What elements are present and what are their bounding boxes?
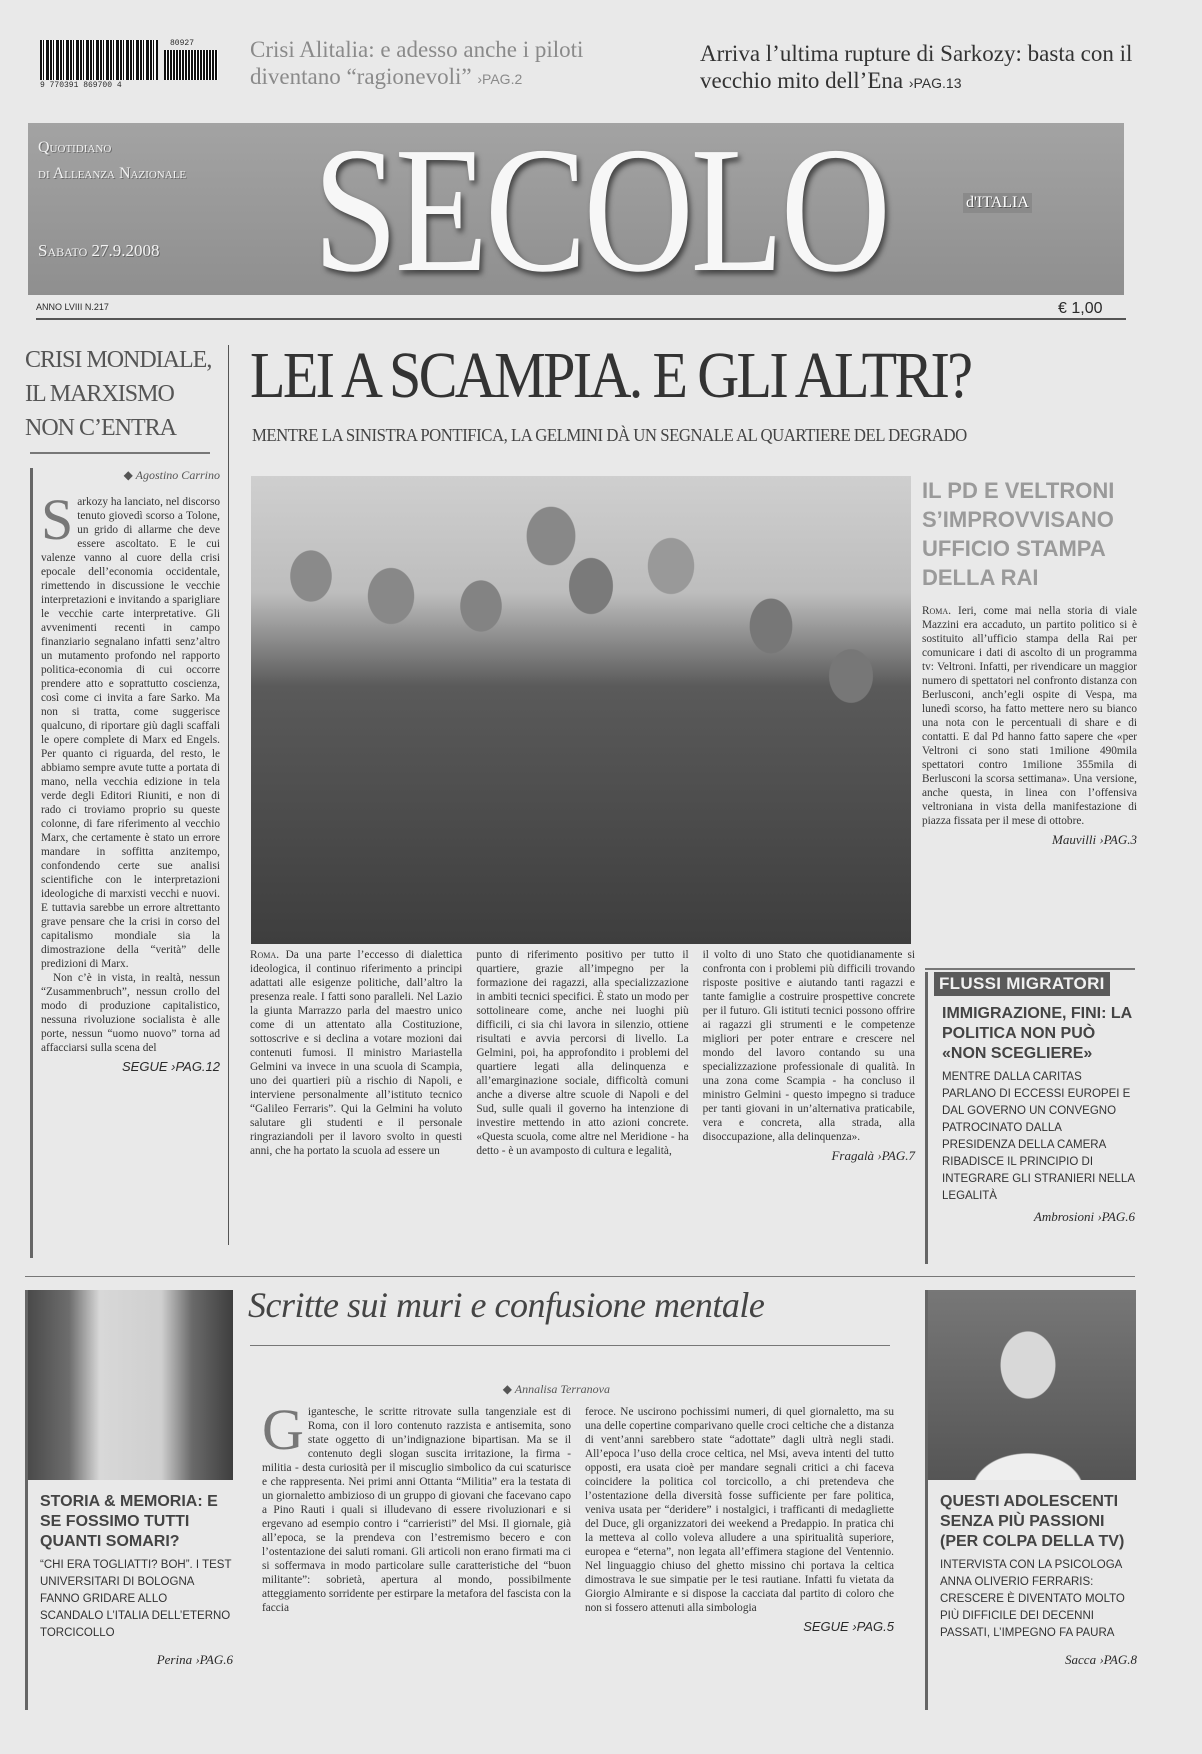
divider xyxy=(925,968,1135,970)
masthead-line1: Quotidiano xyxy=(38,139,112,156)
continue-ref[interactable]: Ambrosioni ›PAG.6 xyxy=(1033,1209,1135,1224)
dateline: Roma. xyxy=(250,949,280,961)
divider xyxy=(25,1276,1135,1277)
continue-ref[interactable]: SEGUE ›PAG.5 xyxy=(803,1619,894,1634)
paragraph: feroce. Ne uscirono pochissimi numeri, di quel giornaletto, ma su una delle copertine comparivano quelle croci celtiche che a distanza di vent’anni sarebbero state “adottate” dagli ultrà negli stadi. All’epoca l’uso della croce celtica, nel Msi, aveva intenti del tutto opposti, era usata cioè per mandare segnali critici a chi faceva coincidere la politica col torcicollo, a chi pretendeva che l’ostentazione della diversità fosse sufficiente per fare politica, veniva usata per “deridere” i nostalgici, i trafficanti di medagliette del Duce, gli organizzatori dei weekend a Predappio. In pratica chi la metteva al collo voleva alludere a una spiritualità superiore, europea e “eterna”, non legata all’effimera stagione del Ventennio. Nel linguaggio chiuso del ghetto missino chi portava la celtica dimostrava le sue simpatie per le tesi rautiane. Infatti fu vietata da Giorgio Almirante e si dispose la cacciata dal partito di coloro che non si fossero attenuti alla simbologia xyxy=(585,1406,894,1614)
page-ref: ›PAG.2 xyxy=(477,71,523,87)
issue-number: ANNO LVIII N.217 xyxy=(36,302,109,312)
column-1 xyxy=(250,948,462,1164)
flussi-headline[interactable]: IMMIGRAZIONE, FINI: LA POLITICA NON PUÒ «NON SCEGLIERE» xyxy=(942,1005,1132,1062)
issue-date: Sabato 27.9.2008 xyxy=(38,241,160,260)
paragraph: Non c’è in vista, in realtà, nessun “Zusammenbruch”, nessun crollo del modo di produzione capitalistico, nessuna rivoluzione socialista è alle porte, nessun “uomo nuovo” torna ad affacciarsi sulla scena del xyxy=(41,972,220,1054)
storia-summary: “CHI ERA TOGLIATTI? BOH”. I TEST UNIVERSITARI DI BOLOGNA FANNO GRIDARE ALLO SCANDALO L’ITALIA DELL’ETERNO TORCICOLLO xyxy=(40,1559,232,1639)
continue-ref[interactable]: Fragalà ›PAG.7 xyxy=(831,1148,915,1163)
bottom-article-body xyxy=(262,1397,894,1634)
author-name: Annalisa Terranova xyxy=(514,1382,610,1396)
teaser-sarkozy[interactable] xyxy=(700,40,1140,97)
drop-cap: S xyxy=(41,487,74,552)
masthead-subtitle xyxy=(38,135,186,187)
paragraph: igantesche, le scritte ritrovate sulla tangenziale est di Roma, con il loro contenuto razzista e antisemita, sono state oggetto di un’indignazione bipartisan. Ma se il contenuto degli slogan suscita irritazione, la firma - militia - desta curiosità per il miscuglio simbolico da cui scaturisce e che rappresenta. Nei primi anni Ottanta “Militia” era la testata di un giornaletto ambizioso di un gruppo di giovani che facevano capo a Pino Rauti i quali si illudevano di essere rivoluzionari e si ergevano ad esempio contro i “carrieristi” del Msi. Il giornale, già all’epoca, se la prendeva con l’estremismo becero e con l’ostentazione dei saluti romani. Gli articoli non erano firmati ma ci si soffermava in modo particolare sulle caratteristiche del “buon militante”: sobrietà, apertura al mondo, possibilmente atteggiamento sorridente per estirpare la metafora del fascista con la faccia xyxy=(262,1406,571,1614)
price: € 1,00 xyxy=(1058,300,1103,317)
paragraph: il volto di uno Stato che quotidianamente si confronta con i problemi più difficili trovando risposte positive e aiutando tanti ragazzi e tante famiglie a costruire prospettive concrete per il futuro. Gli istituti tecnici possono offrire ai ragazzi gli strumenti e le competenze migliori per poter entrare e crescere nel mondo del lavoro contando su una specializzazione professionale di qualità. In una zona come Scampia - ha concluso il ministro Gelmini - questo impegno si traduce per tanti giovani in un’alternativa praticabile, vera e concreta, alla strada, alla disoccupazione, alla delinquenza». xyxy=(702,949,915,1143)
dateline: Roma. xyxy=(922,605,952,617)
main-article-body xyxy=(250,948,915,1164)
author: ◆ Annalisa Terranova xyxy=(502,1382,610,1396)
psychologist-photo xyxy=(928,1290,1136,1480)
paragraph: Ieri, come mai nella storia di viale Mazzini era accaduto, un partito politico si è sostituito all’ufficio stampa della Rai per comunicare i dati di ascolto di un programma tv: Veltroni. Infatti, per rivendicare un maggior numero di spettatori nel confronto distanza con Berlusconi, anch’egli ospite di Vespa, ma lunedì scorso, ha fatto mettere nero su bianco una nota con le percentuali di share e di contatti. E dal Pd hanno fatto sapere che «per Veltroni ci sono stati 1milione 490mila spettatori contro 1milione 355mila di Berlusconi la scorsa settimana». Una versione, anche questa, in linea con l’offensiva veltroniana in vista della manifestazione di piazza fissata per il mese di ottobre. xyxy=(922,605,1137,827)
paragraph: Da una parte l’eccesso di dialettica ideologica, il continuo riferimento a principi adattati alle esigenze politiche, dall’altro la presenza reale. I fatti sono paralleli. Nel Lazio la giunta Marrazzo parla del maestro unico come di un attentato alla Costituzione, sottoscrive e si declina a votare mozioni dai contenuti fumosi. Il ministro Mariastella Gelmini va invece in una scuola di Scampia, uno dei quartieri più a rischio di Napoli, e interviene personalmente all’istituto tecnico “Galileo Ferraris”. Qui la Gelmini ha voluto salutare gli studenti e il personale ringraziandoli per il lavoro svolto in questi anni, che ha portato la scuola ad essere un xyxy=(250,949,463,1157)
right-article-headline[interactable]: IL PD E VELTRONI S’IMPROVVISANO UFFICIO STAMPA DELLA RAI xyxy=(922,478,1115,590)
section-tag: FLUSSI MIGRATORI xyxy=(934,972,1110,996)
adolescenti-box xyxy=(925,1290,1137,1710)
right-article xyxy=(922,476,1137,848)
barcode-addon-bars xyxy=(164,50,218,80)
masthead xyxy=(28,123,1124,295)
page-ref: ›PAG.13 xyxy=(908,75,962,91)
column-divider xyxy=(228,345,229,1245)
flussi-box xyxy=(925,972,1135,1264)
divider xyxy=(30,452,210,454)
left-article xyxy=(30,468,220,1258)
column-1 xyxy=(262,1397,571,1634)
barcode-addon: 80927 xyxy=(170,39,195,48)
adolescenti-headline[interactable]: QUESTI ADOLESCENTI SENZA PIÙ PASSIONI (PER COLPA DELLA TV) xyxy=(940,1493,1125,1550)
barcode-number: 9 770391 869700 4 xyxy=(40,81,122,90)
storia-headline[interactable]: STORIA & MEMORIA: E SE FOSSIMO TUTTI QUANTI SOMARI? xyxy=(40,1493,218,1550)
masthead-line2: di Alleanza Nazionale xyxy=(38,165,187,182)
flussi-summary: MENTRE DALLA CARITAS PARLANO DI ECCESSI EUROPEI E DAL GOVERNO UN CONVEGNO PATROCINATO DALLA PRESIDENZA DELLA CAMERA RIBADISCE IL PRINCIPIO DI INTEGRARE GLI STRANIERI NELLA LEGALITÀ xyxy=(942,1071,1135,1202)
main-photo xyxy=(251,476,911,944)
paragraph: arkozy ha lanciato, nel discorso tenuto giovedì scorso a Tolone, un grido di allarme che deve essere ascoltato. E le cui valenze vanno al cuore della crisi epocale dell’economia occidentale, rimettendo in discussione le vecchie interpretazioni e invitando a sparigliare le vecchie carte interpretative. Gli avvenimenti recenti in campo finanziario segnalano infatti senz’altro un mutamento profondo nel rapporto politica-economia di cui occorre prendere atto e soprattutto coscienza, così come ci invita a fare Sarko. Ma non si tratta, come suggerisce qualcuno, di riportare giù dagli scaffali le opere complete di Marx ed Engels. Per quanto ci riguarda, del resto, le abbiamo sempre avute tutte a portata di mano, nella vecchia edizione in tela verde degli Editori Riuniti, e non di rado ci troviamo proprio su queste colonne, di fare riferimento al vecchio Marx, che certamente è stato un errore mandare in soffitta anzitempo, confondendo certe sue analisi scientifiche con le interpretazioni ideologiche di marxisti vecchi e nuovi. E tuttavia sarebbe un errore altrettanto grave pensare che la crisi in corso del capitalismo mondiale sia la dimostrazione della “verità” delle predizioni di Marx. xyxy=(41,496,220,970)
column-2: punto di riferimento positivo per tutto il quartiere, grazie all’impegno per la formazione dei ragazzi, alla specializzazione in ambiti tecnici specifici. È stato un modo per sottolineare come, anche nei luoghi più difficili, ci sia chi lavora in silenzio, ottiene risultati e avvia percorsi di livello. La Gelmini, poi, ha approfondito i problemi del quartiere legati alla delinquenza e all’emarginazione sociale, difficoltà comuni anche a diverse altre scuole di Napoli e del Sud, sulle quali il governo ha intenzione di investire mettendo in atto azioni concrete. «Questa scuola, come altre nel Meridione - ha detto - è un avamposto di cultura e legalità, xyxy=(476,949,689,1157)
column-2 xyxy=(585,1405,894,1634)
article-body xyxy=(922,604,1137,828)
main-subheadline: MENTRE LA SINISTRA PONTIFICA, LA GELMINI DÀ UN SEGNALE AL QUARTIERE DEL DEGRADO xyxy=(252,425,967,445)
left-article-headline[interactable]: CRISI MONDIALE, IL MARXISMO NON C’ENTRA xyxy=(25,347,212,441)
continue-ref[interactable]: Perina ›PAG.6 xyxy=(156,1652,233,1667)
barcode-bars xyxy=(40,40,158,80)
barcode xyxy=(40,40,218,92)
university-photo xyxy=(28,1290,233,1480)
continue-ref[interactable]: Mauvilli ›PAG.3 xyxy=(1052,832,1137,847)
drop-cap: G xyxy=(262,1397,304,1462)
main-headline[interactable]: LEI A SCAMPIA. E GLI ALTRI? xyxy=(250,339,971,412)
bottom-article-headline[interactable]: Scritte sui muri e confusione mentale xyxy=(248,1285,765,1325)
continue-ref[interactable]: SEGUE ›PAG.12 xyxy=(121,1059,220,1074)
divider xyxy=(36,318,1126,320)
newspaper-title: SECOLO xyxy=(313,123,888,295)
article-body xyxy=(41,487,220,971)
teaser-text: Arriva l’ultima rupture di Sarkozy: basta con il vecchio mito dell’Ena xyxy=(700,41,1133,93)
column-3 xyxy=(703,948,915,1164)
storia-box xyxy=(25,1290,233,1710)
newspaper-title-suffix: d'ITALIA xyxy=(963,193,1032,213)
continue-ref[interactable]: Sacca ›PAG.8 xyxy=(1065,1652,1137,1667)
teaser-alitalia[interactable] xyxy=(250,36,670,93)
teaser-text: Crisi Alitalia: e adesso anche i piloti diventano “ragionevoli” xyxy=(250,37,584,89)
divider xyxy=(250,1345,890,1346)
author-name: Agostino Carrino xyxy=(135,468,220,482)
adolescenti-summary: INTERVISTA CON LA PSICOLOGA ANNA OLIVERIO FERRARIS: CRESCERE È DIVENTATO MOLTO PIÙ DIFFICILE DEI DECENNI PASSATI, L’IMPEGNO FA PAURA xyxy=(940,1559,1125,1639)
author: ◆ Agostino Carrino xyxy=(123,468,220,482)
